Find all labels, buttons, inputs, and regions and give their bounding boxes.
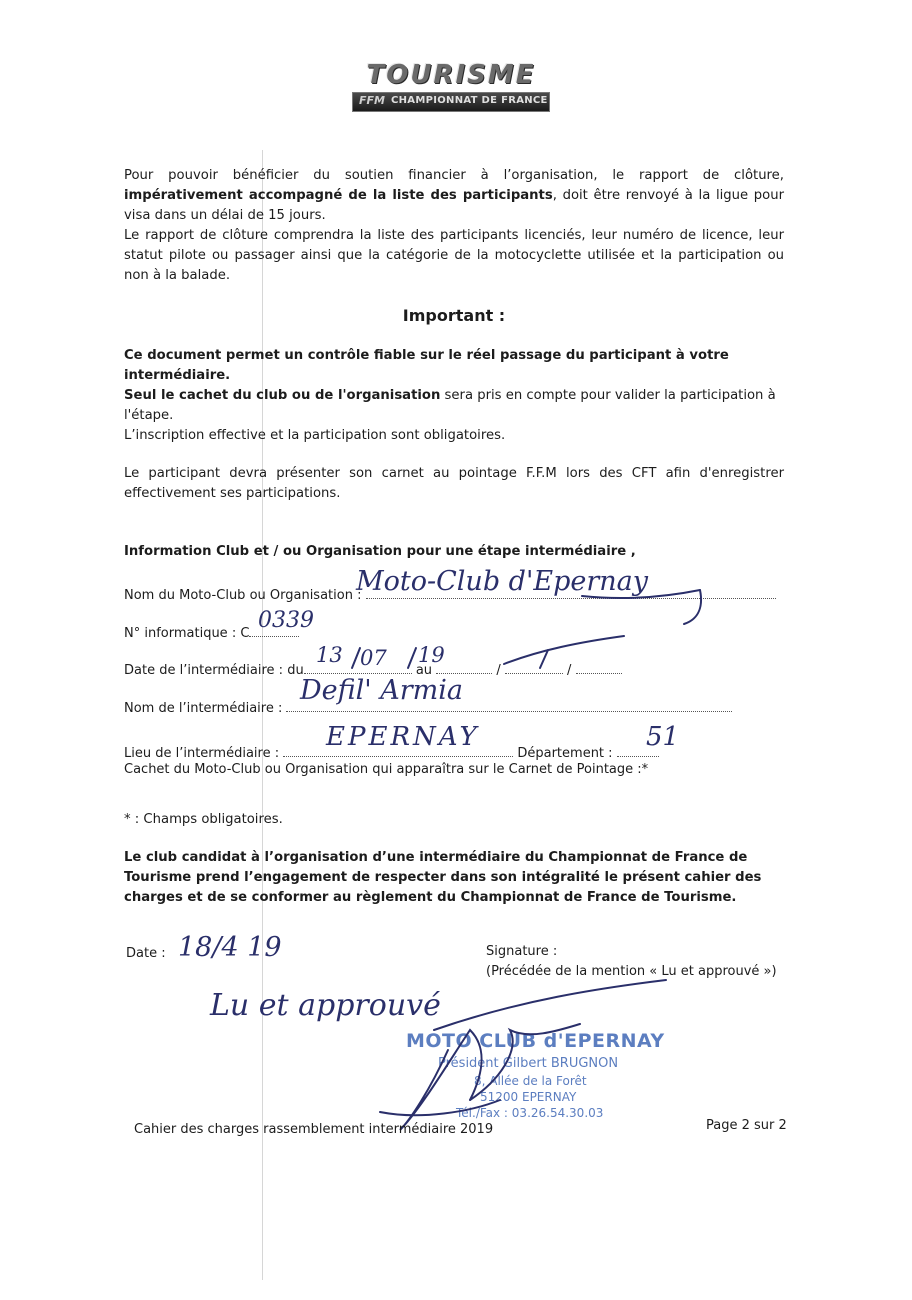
date-row: Date de l’intermédiaire : du au / / bbox=[124, 659, 622, 678]
date-to-dash bbox=[504, 636, 624, 664]
date-slash-1 bbox=[352, 648, 360, 668]
page-number: Page 2 sur 2 bbox=[706, 1118, 787, 1133]
important-line-2-rest: sera pris en compte pour valider la participation à l'étape. bbox=[124, 388, 776, 423]
logo-ffm: FFM bbox=[359, 94, 385, 107]
club-handwritten: Moto-Club d'Epernay bbox=[356, 566, 649, 597]
stamp-line-4: 51200 EPERNAY bbox=[480, 1090, 577, 1104]
date-from-label: Date de l’intermédiaire : du bbox=[124, 663, 304, 678]
club-hook-stroke bbox=[684, 590, 701, 624]
place-handwritten: EPERNAY bbox=[326, 722, 480, 752]
stamp-label-row: Cachet du Moto-Club ou Organisation qui apparaîtra sur le Carnet de Pointage :* bbox=[124, 762, 649, 777]
date-label: Date : bbox=[126, 946, 166, 961]
date-slash-2 bbox=[408, 648, 416, 668]
intro-text-b: , doit être renvoyé à la ligue pour visa dans un délai de 15 jours. bbox=[124, 188, 785, 223]
stamp-line-5: Tél./Fax : 03.26.54.30.03 bbox=[456, 1106, 604, 1120]
name-handwritten: Defil' Armia bbox=[300, 675, 464, 706]
intro-text-a: Pour pouvoir bénéficier du soutien financier à l’organisation, le rapport de clôture, bbox=[124, 168, 784, 183]
form-heading: Information Club et / ou Organisation pour une étape intermédiaire , bbox=[124, 544, 636, 559]
stamp-line-2: Président Gilbert BRUGNON bbox=[438, 1056, 619, 1071]
dept-label: Département : bbox=[517, 746, 617, 761]
important-heading: Important : bbox=[402, 306, 506, 325]
club-label: Nom du Moto-Club ou Organisation : bbox=[124, 588, 366, 603]
signature-tail bbox=[380, 1100, 500, 1115]
important-line-4: Le participant devra présenter son carnet au pointage F.F.M lors des CFT afin d'enregistrer effectivement ses participations. bbox=[124, 466, 784, 501]
required-note: * : Champs obligatoires. bbox=[124, 812, 283, 827]
name-label: Nom de l’intermédiaire : bbox=[124, 701, 287, 716]
date-month-handwritten: 07 bbox=[360, 646, 387, 670]
engagement-paragraph: Le club candidat à l’organisation d’une intermédiaire du Championnat de France de Tourisme prend l’engagement de respecter dans son intégralité le présent cahier des charges et de se conformer au règlement du Championnat de France de Tourisme. bbox=[124, 850, 762, 905]
important-line-1: Ce document permet un contrôle fiable sur le réel passage du participant à votre intermédiaire. bbox=[124, 348, 729, 383]
dept-handwritten: 51 bbox=[646, 722, 680, 752]
signature-upper-arc bbox=[434, 980, 666, 1030]
approval-handwritten: Lu et approuvé bbox=[210, 988, 441, 1023]
intro-text-bold: impérativement accompagné de la liste des participants bbox=[124, 188, 553, 203]
footer-left: Cahier des charges rassemblement intermédiaire 2019 bbox=[134, 1122, 494, 1137]
place-label: Lieu de l’intermédiaire : bbox=[124, 746, 284, 761]
signature-note: (Précédée de la mention « Lu et approuvé ») bbox=[486, 964, 777, 979]
date-to-label: au bbox=[415, 663, 433, 678]
signature-label: Signature : bbox=[486, 944, 558, 959]
stamp-line-1: MOTO CLUB d'EPERNAY bbox=[406, 1030, 665, 1052]
logo-championnat: CHAMPIONNAT DE FRANCE bbox=[391, 95, 548, 106]
signature-loop-2 bbox=[470, 1024, 580, 1100]
num-handwritten: 0339 bbox=[258, 608, 314, 633]
club-underline-stroke bbox=[582, 590, 700, 598]
date-year-handwritten: 19 bbox=[418, 643, 445, 667]
date-day-handwritten: 13 bbox=[316, 643, 343, 667]
important-line-2-bold: Seul le cachet du club ou de l'organisation bbox=[124, 388, 441, 403]
stamp-line-3: 8, Allée de la Forêt bbox=[474, 1074, 587, 1088]
date-handwritten: 18/4 19 bbox=[178, 932, 282, 963]
logo-wordmark: TOURISME bbox=[366, 60, 536, 90]
num-label: N° informatique : C bbox=[124, 626, 250, 641]
intro-paragraph-2: Le rapport de clôture comprendra la liste des participants licenciés, leur numéro de licence, leur statut pilote ou passager ainsi que la catégorie de la motocyclette utilisée et la participation ou non à la balade. bbox=[124, 228, 784, 283]
important-line-3: L’inscription effective et la participation sont obligatoires. bbox=[124, 428, 506, 443]
